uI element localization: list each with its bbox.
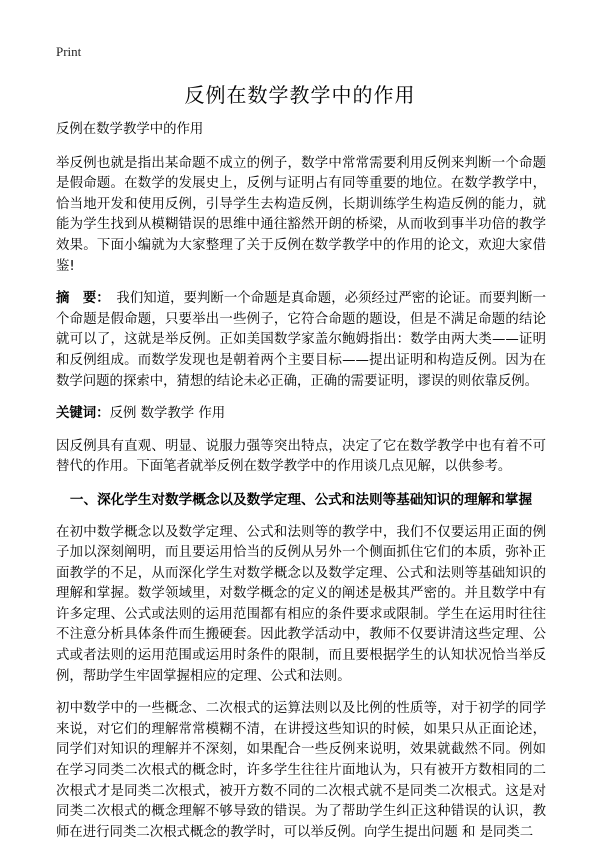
keywords-label: 关键词： bbox=[56, 406, 110, 422]
article-subtitle: 反例在数学教学中的作用 bbox=[56, 122, 204, 137]
keywords-text: 反例 数学教学 作用 bbox=[109, 406, 226, 422]
abstract-label: 摘 要： bbox=[56, 291, 103, 307]
print-label[interactable]: Print bbox=[56, 44, 82, 59]
abstract-text: 我们知道，要判断一个命题是真命题，必须经过严密的论证。而要判断一个命题是假命题，只要举出一些例子，它符合命题的题设，但是不满足命题的结论就可以了，这就是举反例。正如美国数学家盖尔鲍姆指出：数学由两大类——证明和反例组成。而数学发现也是朝着两个主要目标——提出证明和构造反例。因为在数学问题的探索中，猜想的结论未必正确，正确的需要证明，谬误的则依靠反例。 bbox=[56, 291, 546, 389]
intro-paragraph: 举反例也就是指出某命题不成立的例子，数学中常常需要利用反例来判断一个命题是假命题。在数学的发展史上，反例与证明占有同等重要的地位。在数学教学中，恰当地开发和使用反例，引导学生去构造反例，长期训练学生构造反例的能力，就能为学生找到从模糊错误的思维中通往豁然开朗的桥梁，从而收到事半功倍的教学效果。下面小编就为大家整理了关于反例在数学教学中的作用的论文，欢迎大家借鉴! bbox=[56, 155, 546, 274]
keywords-line bbox=[56, 404, 546, 425]
page-title: 反例在数学教学中的作用 bbox=[184, 83, 416, 107]
section-heading-1: 一、深化学生对数学概念以及数学定理、公式和法则等基础知识的理解和掌握 bbox=[69, 491, 533, 508]
article-body bbox=[56, 120, 546, 855]
paragraph-2: 在初中数学概念以及数学定理、公式和法则等的教学中，我们不仅要运用正面的例子加以深刻阐明，而且要运用恰当的反例从另外一个侧面抓住它们的本质，弥补正面教学的不足，从而深化学生对数学概念以及数学定理、公式和法则等基础知识的理解和掌握。数学领域里，对数学概念的定义的阐述是极其严密的。并且数学中有许多定理、公式或法则的运用范围都有相应的条件要求或限制。学生在运用时往往不注意分析具体条件而生搬硬套。因此教学活动中，教师不仅要讲清这些定理、公式或者法则的运用范围或运用时条件的限制，而且要根据学生的认知状况恰当举反例，帮助学生牢固掌握相应的定理、公式和法则。 bbox=[56, 524, 546, 684]
paragraph-1: 因反例具有直观、明显、说服力强等突出特点，决定了它在数学教学中也有着不可替代的作用。下面笔者就举反例在数学教学中的作用谈几点见解，以供参考。 bbox=[56, 438, 546, 475]
abstract-paragraph bbox=[56, 289, 546, 392]
paragraph-3: 初中数学中的一些概念、二次根式的运算法则以及比例的性质等，对于初学的同学来说，对它们的理解常常模糊不清，在讲授这些知识的时候，如果只从正面论述，同学们对知识的理解并不深刻，如果配合一些反例来说明，效果就截然不同。例如在学习同类二次根式的概念时，许多学生往往片面地认为，只有被开方数相同的二次根式才是同类二次根式，被开方数不同的二次根式就不是同类二次根式。这是对同类二次根式的概念理解不够导致的错误。为了帮助学生纠正这种错误的认识，教师在进行同类二次根式概念的教学时，可以举反例。向学生提出问题 和 是同类二 bbox=[56, 701, 546, 840]
